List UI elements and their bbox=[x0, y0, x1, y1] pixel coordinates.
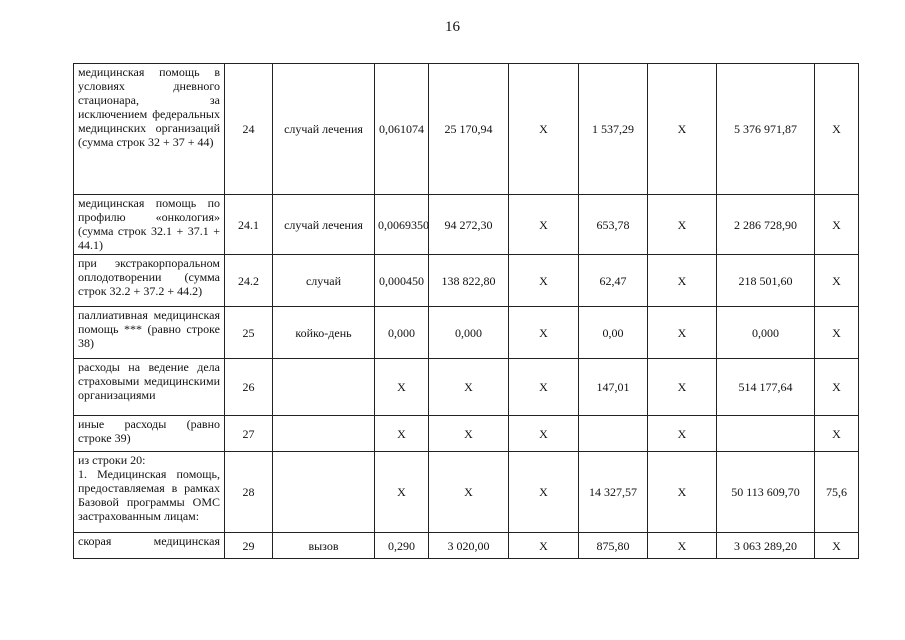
cell-c7: 62,47 bbox=[579, 255, 648, 307]
cell-c5: 94 272,30 bbox=[429, 195, 509, 255]
cell-c8: X bbox=[648, 416, 717, 452]
row-description: паллиативная медицинская помощь *** (равно строке 38) bbox=[74, 307, 225, 359]
cell-c9: 5 376 971,87 bbox=[717, 64, 815, 195]
cell-c6: X bbox=[509, 359, 579, 416]
cell-c7: 147,01 bbox=[579, 359, 648, 416]
cell-c9: 514 177,64 bbox=[717, 359, 815, 416]
cell-row-no: 24.1 bbox=[225, 195, 273, 255]
cell-c5: 0,000 bbox=[429, 307, 509, 359]
cell-c7 bbox=[579, 416, 648, 452]
cell-c7: 14 327,57 bbox=[579, 452, 648, 533]
cell-c6: X bbox=[509, 416, 579, 452]
row-description: при экстракорпоральном оплодотворении (сумма строк 32.2 + 37.2 + 44.2) bbox=[74, 255, 225, 307]
cell-c10: X bbox=[815, 416, 859, 452]
cell-c4: X bbox=[375, 416, 429, 452]
cell-unit: случай bbox=[273, 255, 375, 307]
cell-c5: X bbox=[429, 452, 509, 533]
cell-unit bbox=[273, 359, 375, 416]
cell-row-no: 29 bbox=[225, 533, 273, 559]
cell-c8: X bbox=[648, 307, 717, 359]
cell-c8: X bbox=[648, 359, 717, 416]
cell-c8: X bbox=[648, 64, 717, 195]
cell-c10: 75,6 bbox=[815, 452, 859, 533]
cell-c10: X bbox=[815, 255, 859, 307]
cell-c4: X bbox=[375, 359, 429, 416]
row-description: медицинская помощь по профилю «онкология» (сумма строк 32.1 + 37.1 + 44.1) bbox=[74, 195, 225, 255]
cell-unit: койко-день bbox=[273, 307, 375, 359]
cell-unit bbox=[273, 452, 375, 533]
cell-c5: X bbox=[429, 359, 509, 416]
table-row bbox=[74, 533, 859, 559]
cell-c6: X bbox=[509, 452, 579, 533]
cell-c10: X bbox=[815, 359, 859, 416]
cell-c10: X bbox=[815, 307, 859, 359]
cell-c7: 1 537,29 bbox=[579, 64, 648, 195]
table-row bbox=[74, 307, 859, 359]
cell-c8: X bbox=[648, 452, 717, 533]
cell-c9: 0,000 bbox=[717, 307, 815, 359]
cell-row-no: 24 bbox=[225, 64, 273, 195]
cell-c6: X bbox=[509, 533, 579, 559]
cell-c9: 2 286 728,90 bbox=[717, 195, 815, 255]
cell-c4: 0,000450 bbox=[375, 255, 429, 307]
row-description: скорая медицинская bbox=[74, 533, 225, 559]
cell-c8: X bbox=[648, 255, 717, 307]
table-row bbox=[74, 452, 859, 533]
row-description: расходы на ведение дела страховыми медицинскими организациями bbox=[74, 359, 225, 416]
table-row bbox=[74, 195, 859, 255]
row-description: медицинская помощь в условиях дневного стационара, за исключением федеральных медицинских организаций (сумма строк 32 + 37 + 44) bbox=[74, 64, 225, 195]
cell-row-no: 26 bbox=[225, 359, 273, 416]
cell-row-no: 28 bbox=[225, 452, 273, 533]
cell-c5: 25 170,94 bbox=[429, 64, 509, 195]
page-number: 16 bbox=[445, 19, 460, 35]
cell-c9: 50 113 609,70 bbox=[717, 452, 815, 533]
table-row bbox=[74, 64, 859, 195]
cell-c9: 218 501,60 bbox=[717, 255, 815, 307]
cell-c10: X bbox=[815, 195, 859, 255]
cell-c7: 653,78 bbox=[579, 195, 648, 255]
cell-c8: X bbox=[648, 195, 717, 255]
cell-c6: X bbox=[509, 64, 579, 195]
cell-c4: 0,0069350 bbox=[375, 195, 429, 255]
cell-unit bbox=[273, 416, 375, 452]
table-row bbox=[74, 255, 859, 307]
cell-c6: X bbox=[509, 195, 579, 255]
cell-c7: 875,80 bbox=[579, 533, 648, 559]
table-row bbox=[74, 359, 859, 416]
cell-c4: 0,061074 bbox=[375, 64, 429, 195]
cell-c5: 138 822,80 bbox=[429, 255, 509, 307]
cell-c6: X bbox=[509, 255, 579, 307]
cell-c4: X bbox=[375, 452, 429, 533]
cell-c7: 0,00 bbox=[579, 307, 648, 359]
cell-c10: X bbox=[815, 533, 859, 559]
cell-c8: X bbox=[648, 533, 717, 559]
cell-c4: 0,000 bbox=[375, 307, 429, 359]
cell-row-no: 25 bbox=[225, 307, 273, 359]
cell-c6: X bbox=[509, 307, 579, 359]
cell-c5: X bbox=[429, 416, 509, 452]
cell-c9: 3 063 289,20 bbox=[717, 533, 815, 559]
cell-unit: вызов bbox=[273, 533, 375, 559]
row-description: из строки 20: 1. Медицинская помощь, предоставляемая в рамках Базовой программы ОМС застрахованным лицам: bbox=[74, 452, 225, 533]
cell-c10: X bbox=[815, 64, 859, 195]
cell-c4: 0,290 bbox=[375, 533, 429, 559]
cell-c5: 3 020,00 bbox=[429, 533, 509, 559]
cell-row-no: 24.2 bbox=[225, 255, 273, 307]
row-description: иные расходы (равно строке 39) bbox=[74, 416, 225, 452]
cell-unit: случай лечения bbox=[273, 64, 375, 195]
cell-c9 bbox=[717, 416, 815, 452]
cell-unit: случай лечения bbox=[273, 195, 375, 255]
cell-row-no: 27 bbox=[225, 416, 273, 452]
data-table bbox=[73, 63, 859, 559]
table-row bbox=[74, 416, 859, 452]
